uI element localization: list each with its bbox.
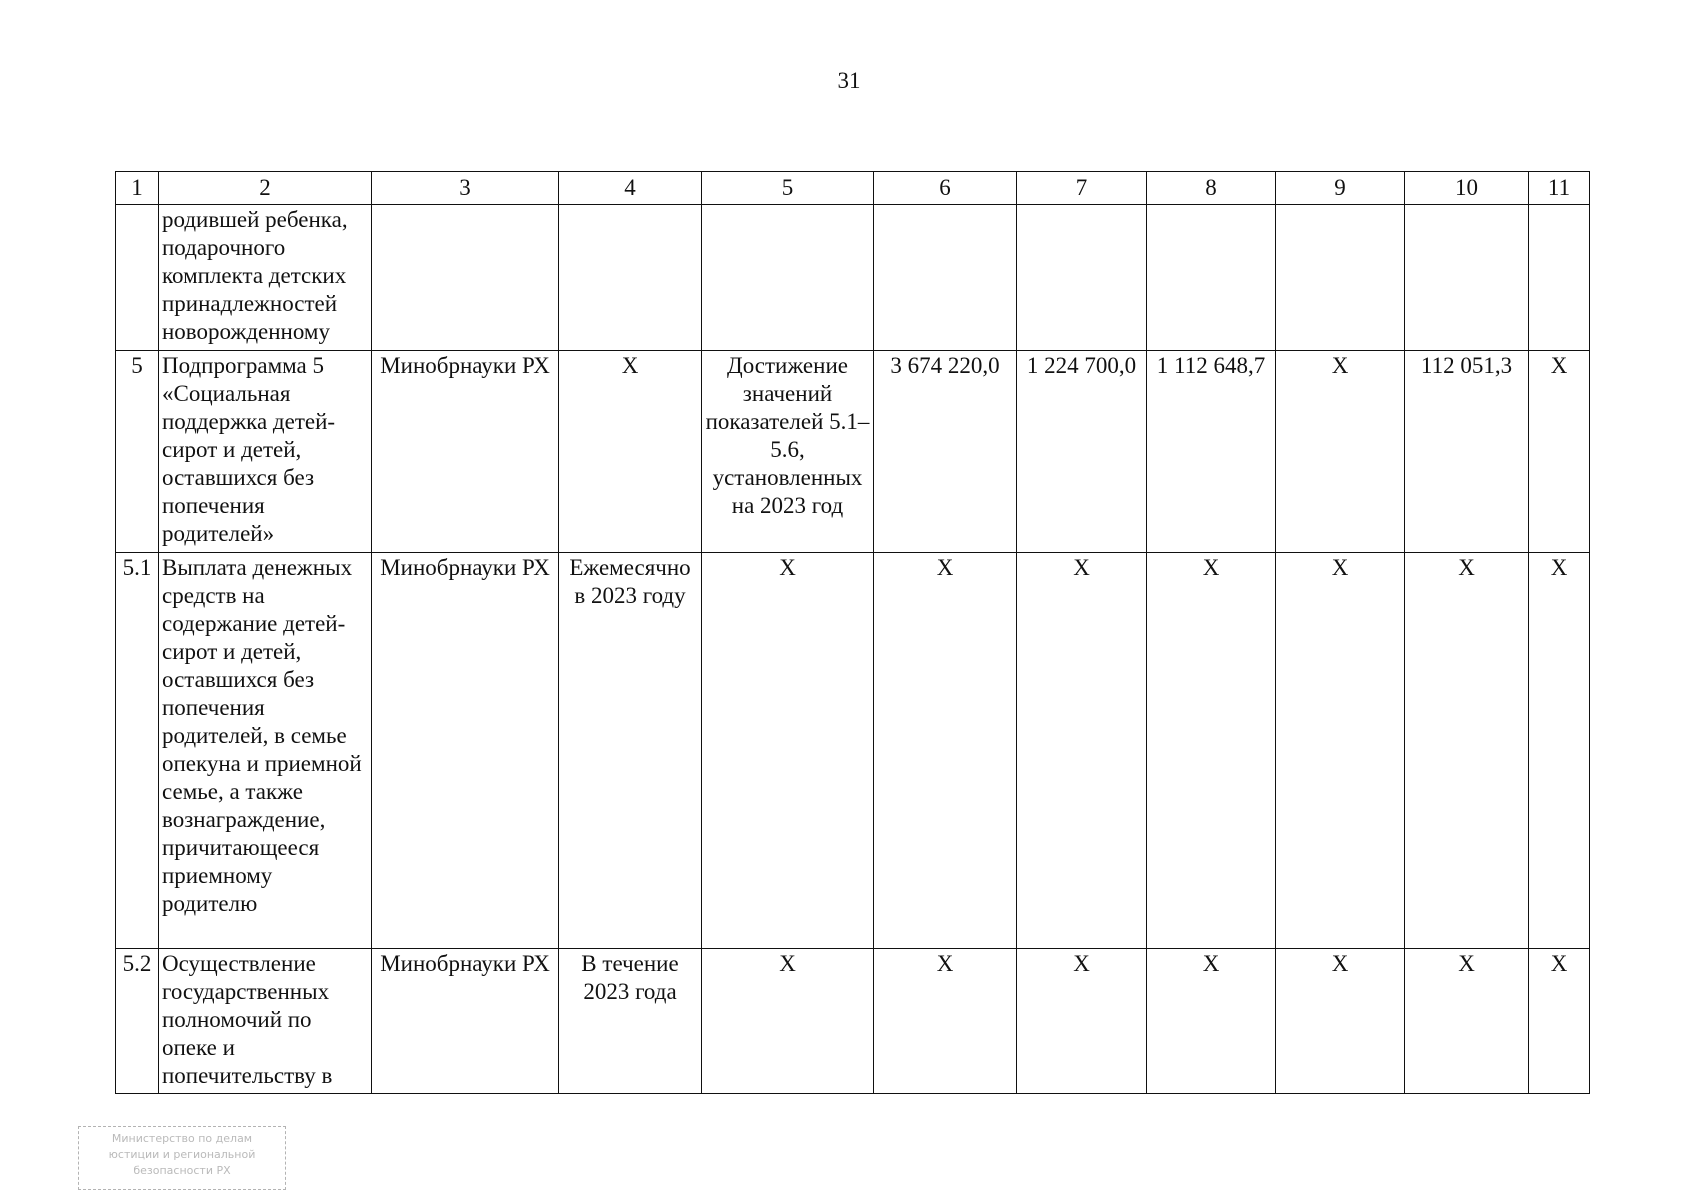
amount-cell: Х	[1405, 949, 1529, 1094]
value-cell: Х	[1529, 351, 1590, 553]
stamp-line: Министерство по делам	[111, 1132, 253, 1145]
amount-cell	[1276, 205, 1405, 351]
column-number: 7	[1017, 172, 1147, 205]
amount-cell: Х	[1276, 553, 1405, 949]
amount-cell: Х	[1276, 351, 1405, 553]
result-cell	[702, 205, 874, 351]
amount-cell: 112 051,3	[1405, 351, 1529, 553]
amount-cell: Х	[874, 949, 1017, 1094]
column-number: 6	[874, 172, 1017, 205]
value-cell	[1529, 205, 1590, 351]
stamp-line: юстиции и региональной	[108, 1148, 256, 1161]
executor-cell	[372, 205, 559, 351]
table-row	[116, 205, 1590, 351]
executor-cell: Минобрнауки РХ	[372, 949, 559, 1094]
value-cell: Х	[1529, 553, 1590, 949]
column-number: 4	[559, 172, 702, 205]
executor-cell: Минобрнауки РХ	[372, 351, 559, 553]
value-cell: Х	[1529, 949, 1590, 1094]
result-cell: Достижение значений показателей 5.1–5.6, установленных на 2023 год	[702, 351, 874, 553]
deadline-cell	[559, 205, 702, 351]
column-number: 8	[1147, 172, 1276, 205]
column-number: 5	[702, 172, 874, 205]
item-name-cell: Подпрограмма 5 «Социальная поддержка детей-сирот и детей, оставшихся без попечения родителей»	[159, 351, 372, 553]
table-row	[116, 351, 1590, 553]
amount-cell: Х	[1147, 949, 1276, 1094]
row-number-cell	[116, 205, 159, 351]
amount-cell: Х	[1147, 553, 1276, 949]
row-number-cell: 5.1	[116, 553, 159, 949]
page-number: 31	[837, 68, 861, 93]
column-number: 11	[1529, 172, 1590, 205]
amount-cell	[1017, 205, 1147, 351]
amount-cell: 1 112 648,7	[1147, 351, 1276, 553]
column-number: 2	[159, 172, 372, 205]
amount-cell: Х	[1276, 949, 1405, 1094]
column-number: 9	[1276, 172, 1405, 205]
amount-cell	[874, 205, 1017, 351]
amount-cell: Х	[1017, 949, 1147, 1094]
amount-cell	[1147, 205, 1276, 351]
item-name-cell: родившей ребенка, подарочного комплекта детских принадлежностей новорожденному	[159, 205, 372, 351]
amount-cell: Х	[874, 553, 1017, 949]
amount-cell: Х	[1017, 553, 1147, 949]
table-row	[116, 553, 1590, 949]
executor-cell: Минобрнауки РХ	[372, 553, 559, 949]
program-table	[115, 171, 1590, 1094]
table-row	[116, 949, 1590, 1094]
column-number-row	[116, 172, 1590, 205]
row-number-cell: 5	[116, 351, 159, 553]
column-number: 1	[116, 172, 159, 205]
deadline-cell: В течение 2023 года	[559, 949, 702, 1094]
result-cell: Х	[702, 553, 874, 949]
result-cell: Х	[702, 949, 874, 1094]
column-number: 3	[372, 172, 559, 205]
amount-cell: 3 674 220,0	[874, 351, 1017, 553]
amount-cell	[1405, 205, 1529, 351]
deadline-cell: Х	[559, 351, 702, 553]
column-number: 10	[1405, 172, 1529, 205]
deadline-cell: Ежемесячно в 2023 году	[559, 553, 702, 949]
amount-cell: Х	[1405, 553, 1529, 949]
row-number-cell: 5.2	[116, 949, 159, 1094]
stamp-line: безопасности РХ	[133, 1164, 231, 1177]
item-name-cell: Осуществление государственных полномочий по опеке и попечительству в	[159, 949, 372, 1094]
registration-stamp	[78, 1126, 286, 1190]
amount-cell: 1 224 700,0	[1017, 351, 1147, 553]
item-name-cell: Выплата денежных средств на содержание детей-сирот и детей, оставшихся без попечения родителей, в семье опекуна и приемной семье, а также вознаграждение, причитающееся приемному родителю	[159, 553, 372, 949]
